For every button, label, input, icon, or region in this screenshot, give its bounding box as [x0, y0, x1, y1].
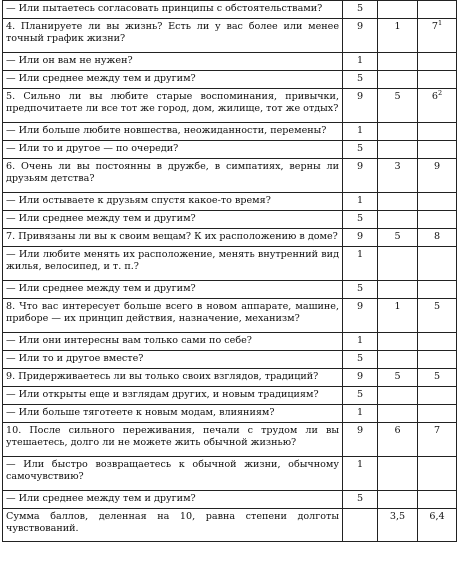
question-cell: — Или среднее между тем и другим?: [3, 281, 343, 299]
score-cell-a: [343, 71, 378, 89]
score-value: 6,4: [429, 511, 445, 522]
score-value: 5: [356, 143, 364, 154]
score-cell-a: [343, 193, 378, 211]
score-cell-b: [378, 369, 418, 387]
score-cell-b: [378, 509, 418, 542]
score-cell-c: [418, 123, 457, 141]
score-cell-b: [378, 53, 418, 71]
question-cell: — Или среднее между тем и другим?: [3, 491, 343, 509]
table-row: [3, 299, 457, 333]
footnote-marker: 1: [437, 19, 443, 27]
footnote-marker: 2: [437, 89, 443, 97]
table-row: [3, 141, 457, 159]
score-cell-c: [418, 491, 457, 509]
table-row: [3, 423, 457, 457]
score-cell-c: [418, 1, 457, 19]
question-cell: 9. Придерживаетесь ли вы только своих взглядов, традиций?: [3, 369, 343, 387]
score-value: 9: [356, 301, 364, 312]
table-row: [3, 71, 457, 89]
question-cell: 5. Сильно ли вы любите старые воспоминания, привычки, предпочитаете ли все тот же город, дом, жилище, тот же отдых?: [3, 89, 343, 123]
score-value: 9: [356, 371, 364, 382]
score-cell-b: [378, 229, 418, 247]
question-cell: 8. Что вас интересует больше всего в новом аппарате, машине, приборе — их принцип действия, назначение, механизм?: [3, 299, 343, 333]
table-row: [3, 509, 457, 542]
score-cell-a: [343, 247, 378, 281]
score-value: 1: [394, 301, 401, 312]
score-cell-a: [343, 211, 378, 229]
table-row: [3, 405, 457, 423]
question-cell: Сумма баллов, деленная на 10, равна степени долготы чувствований.: [3, 509, 343, 542]
question-cell: — Или больше тяготеете к новым модам, влияниям?: [3, 405, 343, 423]
score-value: 1: [356, 335, 364, 346]
table-row: [3, 247, 457, 281]
question-cell: 7. Привязаны ли вы к своим вещам? К их расположению в доме?: [3, 229, 343, 247]
score-cell-b: [378, 457, 418, 491]
score-value: 1: [356, 125, 364, 136]
score-value: 9: [433, 161, 441, 172]
score-value: 5: [356, 389, 364, 400]
table-row: [3, 229, 457, 247]
score-value: 3: [394, 161, 401, 172]
score-value: 7: [433, 425, 441, 436]
score-value: 1: [356, 195, 364, 206]
score-cell-b: [378, 281, 418, 299]
score-value: 1: [356, 249, 364, 260]
score-value: 5: [433, 301, 441, 312]
score-value: 3,5: [389, 511, 406, 522]
score-cell-c: [418, 509, 457, 542]
score-cell-b: [378, 193, 418, 211]
score-cell-c: [418, 19, 457, 53]
table-row: [3, 369, 457, 387]
score-cell-b: [378, 387, 418, 405]
score-cell-c: [418, 333, 457, 351]
table-row: [3, 351, 457, 369]
score-cell-a: [343, 491, 378, 509]
score-cell-a: [343, 351, 378, 369]
table-row: [3, 159, 457, 193]
table-row: [3, 19, 457, 53]
score-cell-a: [343, 89, 378, 123]
questionnaire-body: [3, 1, 457, 542]
score-cell-c: [418, 351, 457, 369]
table-row: [3, 281, 457, 299]
question-cell: 4. Планируете ли вы жизнь? Есть ли у вас более или менее точный график жизни?: [3, 19, 343, 53]
score-cell-b: [378, 491, 418, 509]
score-cell-b: [378, 351, 418, 369]
score-cell-a: [343, 333, 378, 351]
score-cell-b: [378, 299, 418, 333]
score-cell-b: [378, 333, 418, 351]
score-cell-b: [378, 141, 418, 159]
question-cell: — Или больше любите новшества, неожиданности, перемены?: [3, 123, 343, 141]
score-cell-a: [343, 509, 378, 542]
score-value: 5: [433, 371, 441, 382]
table-row: [3, 1, 457, 19]
score-value: 1: [356, 407, 364, 418]
score-value: 5: [394, 231, 401, 242]
question-cell: 6. Очень ли вы постоянны в дружбе, в симпатиях, верны ли друзьям детства?: [3, 159, 343, 193]
table-row: [3, 53, 457, 71]
table-row: [3, 123, 457, 141]
score-cell-b: [378, 247, 418, 281]
score-value: 1: [356, 459, 364, 470]
score-cell-a: [343, 229, 378, 247]
question-cell: 10. После сильного переживания, печали с трудом ли вы утешаетесь, долго ли не можете жить обычной жизнью?: [3, 423, 343, 457]
score-value: 1: [356, 55, 364, 66]
score-cell-b: [378, 123, 418, 141]
score-cell-a: [343, 123, 378, 141]
score-cell-a: [343, 405, 378, 423]
score-cell-c: [418, 53, 457, 71]
score-value: 9: [356, 91, 364, 102]
score-cell-a: [343, 281, 378, 299]
question-cell: — Или любите менять их расположение, менять внутренний вид жилья, велосипед, и т. п.?: [3, 247, 343, 281]
question-cell: — Или быстро возвращаетесь к обычной жизни, обычному самочувствию?: [3, 457, 343, 491]
question-cell: — Или то и другое — по очереди?: [3, 141, 343, 159]
score-cell-b: [378, 423, 418, 457]
score-cell-c: [418, 281, 457, 299]
score-cell-a: [343, 369, 378, 387]
score-value: 6: [394, 425, 401, 436]
score-cell-a: [343, 457, 378, 491]
score-cell-c: [418, 299, 457, 333]
score-cell-c: [418, 423, 457, 457]
score-cell-c: [418, 457, 457, 491]
score-cell-c: [418, 193, 457, 211]
score-value: 5: [394, 371, 401, 382]
score-cell-c: [418, 369, 457, 387]
table-row: [3, 457, 457, 491]
score-cell-b: [378, 159, 418, 193]
score-cell-b: [378, 211, 418, 229]
score-cell-c: [418, 89, 457, 123]
score-cell-b: [378, 19, 418, 53]
score-cell-c: [418, 159, 457, 193]
questionnaire-table: [2, 0, 457, 542]
table-row: [3, 193, 457, 211]
score-value: 5: [394, 91, 401, 102]
score-value: 9: [356, 425, 364, 436]
score-cell-a: [343, 387, 378, 405]
question-cell: — Или остываете к друзьям спустя какое-то время?: [3, 193, 343, 211]
score-value: 1: [394, 21, 401, 32]
score-cell-a: [343, 299, 378, 333]
table-row: [3, 387, 457, 405]
table-row: [3, 211, 457, 229]
score-cell-a: [343, 19, 378, 53]
score-cell-c: [418, 387, 457, 405]
question-cell: — Или то и другое вместе?: [3, 351, 343, 369]
question-cell: — Или открыты еще и взглядам других, и новым традициям?: [3, 387, 343, 405]
score-value: 5: [356, 73, 364, 84]
score-value: 9: [356, 231, 364, 242]
question-cell: — Или пытаетесь согласовать принципы с обстоятельствами?: [3, 1, 343, 19]
score-cell-b: [378, 71, 418, 89]
score-value: 9: [356, 161, 364, 172]
question-cell: — Или он вам не нужен?: [3, 53, 343, 71]
score-cell-c: [418, 405, 457, 423]
score-value: 5: [356, 283, 364, 294]
score-cell-b: [378, 1, 418, 19]
score-value: 5: [356, 213, 364, 224]
table-row: [3, 89, 457, 123]
score-cell-a: [343, 423, 378, 457]
score-cell-a: [343, 141, 378, 159]
score-cell-c: [418, 247, 457, 281]
score-value: 5: [356, 353, 364, 364]
score-value: 5: [356, 493, 364, 504]
score-value: 6: [431, 91, 438, 102]
score-cell-b: [378, 89, 418, 123]
question-cell: — Или они интересны вам только сами по себе?: [3, 333, 343, 351]
table-row: [3, 333, 457, 351]
score-value: 9: [356, 21, 364, 32]
score-cell-a: [343, 1, 378, 19]
score-value: 5: [356, 3, 364, 14]
score-cell-c: [418, 71, 457, 89]
score-value: 7: [431, 21, 438, 32]
score-cell-c: [418, 229, 457, 247]
score-value: 8: [433, 231, 441, 242]
question-cell: — Или среднее между тем и другим?: [3, 71, 343, 89]
score-cell-b: [378, 405, 418, 423]
table-row: [3, 491, 457, 509]
score-cell-c: [418, 211, 457, 229]
score-cell-a: [343, 53, 378, 71]
score-cell-c: [418, 141, 457, 159]
score-cell-a: [343, 159, 378, 193]
question-cell: — Или среднее между тем и другим?: [3, 211, 343, 229]
